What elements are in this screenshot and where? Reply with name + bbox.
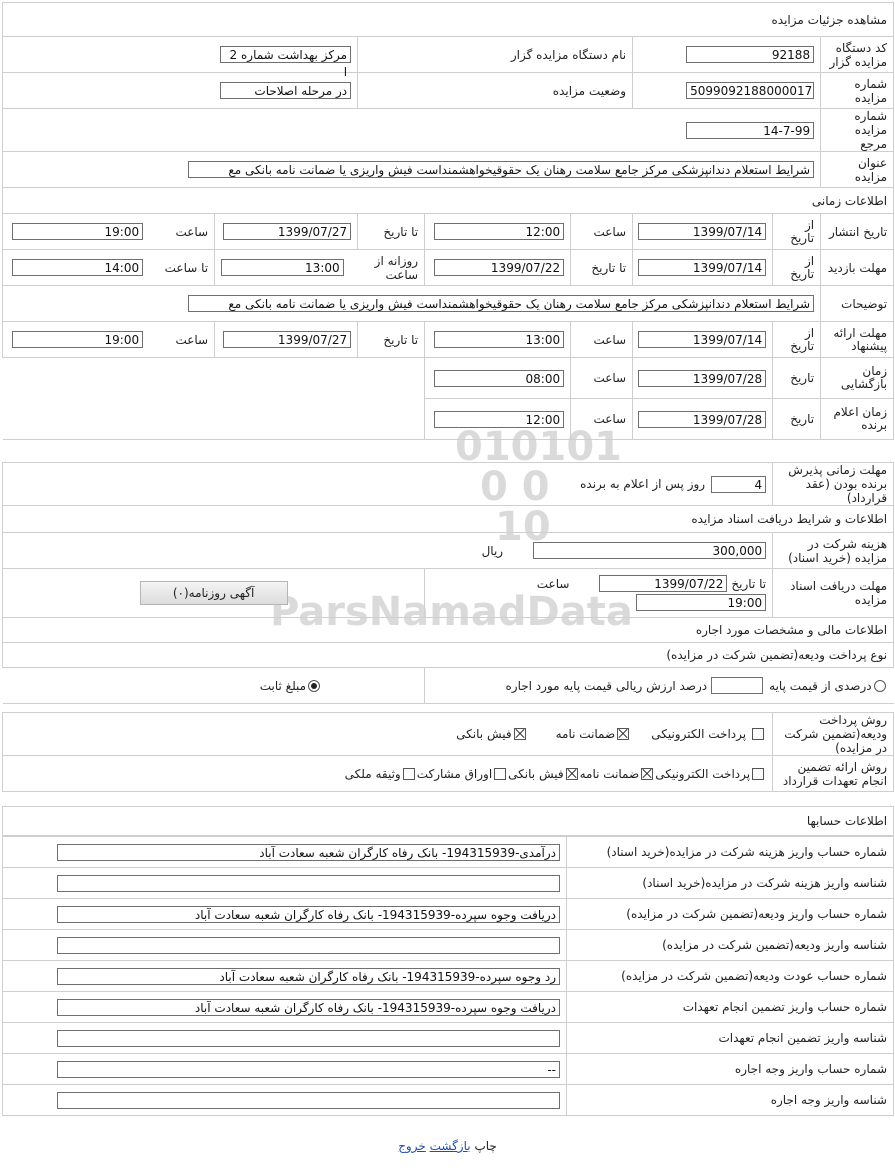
accounts-section-title: اطلاعات حسابها xyxy=(3,807,894,836)
account-row xyxy=(3,837,894,868)
visit-to-hour-label: تا ساعت xyxy=(164,260,209,275)
percent-radio-label: درصدی از قیمت پایه xyxy=(769,678,872,693)
account-row xyxy=(3,992,894,1023)
percent-suffix: درصد ارزش ریالی قیمت پایه مورد اجاره xyxy=(505,678,708,693)
fixed-amount-radio[interactable] xyxy=(308,680,320,692)
status-field: در مرحله اصلاحات xyxy=(220,82,351,99)
deposit-electronic-checkbox[interactable] xyxy=(752,728,764,740)
account-row-label: شماره حساب واریز ودیعه(تضمین شرکت در مزایده) xyxy=(567,899,894,930)
publish-from-time: 12:00 xyxy=(434,223,564,240)
visit-daily-from-time: 13:00 xyxy=(221,259,344,276)
account-row-value: دریافت وجوه سپرده-194315939- بانک رفاه کارگران شعبه سعادت آباد xyxy=(57,999,560,1016)
offer-from-date: 1399/07/14 xyxy=(638,331,766,348)
exit-link[interactable]: خروج xyxy=(398,1139,426,1153)
winner-hour-label: ساعت xyxy=(571,399,633,440)
ref-number-field: 14-7-99 xyxy=(686,122,814,139)
accounts-table xyxy=(2,836,894,1116)
account-row-label: شماره حساب عودت ودیعه(تضمین شرکت در مزایده) xyxy=(567,961,894,992)
svg-text:10: 10 xyxy=(495,504,551,550)
print-link[interactable]: چاپ xyxy=(474,1139,497,1153)
fee-currency: ریال xyxy=(481,543,504,558)
fixed-amount-label: مبلغ ثابت xyxy=(259,678,307,693)
device-name-label: نام دستگاه مزایده گزار xyxy=(358,37,633,73)
winner-label: زمان اعلام برنده xyxy=(821,399,894,440)
opening-label: زمان بازگشایی xyxy=(821,358,894,399)
device-name-field: مرکز بهداشت شماره 2 ا xyxy=(220,46,351,63)
account-row-label: شماره حساب واریز تضمین انجام تعهدات xyxy=(567,992,894,1023)
contract-guarantee-text: ضمانت نامه xyxy=(579,766,640,781)
account-row-value: درآمدی-194315939- بانک رفاه کارگران شعبه سعادت آباد xyxy=(57,844,560,861)
contract-electronic-label: پرداخت الکترونیکی xyxy=(655,766,751,781)
contract-receipt-label: فیش بانکی xyxy=(508,766,564,781)
visit-to-date: 1399/07/22 xyxy=(434,259,564,276)
account-row xyxy=(3,899,894,930)
auction-details-table xyxy=(2,2,894,836)
account-row xyxy=(3,1054,894,1085)
docs-date-field: 1399/07/22 xyxy=(599,575,727,592)
opening-date-label: تاریخ xyxy=(773,358,821,399)
opening-date: 1399/07/28 xyxy=(638,370,766,387)
offer-from-hour-label: ساعت xyxy=(571,322,633,358)
offer-to-date-label: تا تاریخ xyxy=(358,322,425,358)
accept-days-suffix: روز پس از اعلام به برنده xyxy=(580,477,706,491)
percent-field[interactable] xyxy=(711,677,763,694)
account-row-label: شناسه واریز هزینه شرکت در مزایده(خرید اسناد) xyxy=(567,868,894,899)
offer-to-date: 1399/07/27 xyxy=(223,331,351,348)
finance-section-title: اطلاعات مالی و مشخصات مورد اجاره xyxy=(3,618,894,643)
publish-to-hour-label: ساعت xyxy=(175,224,209,239)
newspaper-ad-button[interactable]: آگهی روزنامه(۰) xyxy=(140,581,288,605)
contract-property-label: وثیقه ملکی xyxy=(344,766,401,781)
contract-receipt-checkbox[interactable] xyxy=(566,768,578,780)
account-row-value: رد وجوه سپرده-194315939- بانک رفاه کارگران شعبه سعادت آباد xyxy=(57,968,560,985)
auction-number-label: شماره مزایده xyxy=(821,73,894,109)
contract-electronic-checkbox[interactable] xyxy=(752,768,764,780)
account-row-label: شماره حساب واریز وجه اجاره xyxy=(567,1054,894,1085)
contract-participation-checkbox[interactable] xyxy=(494,768,506,780)
footer-links xyxy=(0,1139,895,1153)
docs-deadline-label: مهلت دریافت اسناد مزایده xyxy=(773,569,894,618)
status-label: وضعیت مزایده xyxy=(358,73,633,109)
visit-to-date-label: تا تاریخ xyxy=(571,250,633,286)
deposit-receipt-label: فیش بانکی xyxy=(456,727,512,741)
deposit-method-label: روش پرداخت ودیعه(تضمین شرکت در مزایده) xyxy=(773,713,894,756)
contract-property-checkbox[interactable] xyxy=(403,768,415,780)
offer-label: مهلت ارائه پیشنهاد xyxy=(821,322,894,358)
contract-guarantee-label: روش ارائه تضمین انجام تعهدات قرارداد xyxy=(773,756,894,792)
winner-time: 12:00 xyxy=(434,411,564,428)
account-row-label: شناسه واریز تضمین انجام تعهدات xyxy=(567,1023,894,1054)
docs-to-date-label: تا تاریخ xyxy=(731,576,767,591)
time-section-title: اطلاعات زمانی xyxy=(3,188,894,214)
ref-number-label: شماره مزایده مرجع xyxy=(821,109,894,152)
publish-from-date-label: از تاریخ xyxy=(773,214,821,250)
auction-title-label: عنوان مزایده xyxy=(821,152,894,188)
deposit-receipt-checkbox[interactable] xyxy=(514,728,526,740)
svg-text:ParsNamadData: ParsNamadData xyxy=(270,589,633,635)
account-row-label: شماره حساب واریز هزینه شرکت در مزایده(خرید اسناد) xyxy=(567,837,894,868)
account-row-value xyxy=(57,875,560,892)
publish-from-hour-label: ساعت xyxy=(571,214,633,250)
device-code-label: کد دستگاه مزایده گزار xyxy=(821,37,894,73)
publish-to-date: 1399/07/27 xyxy=(223,223,351,240)
visit-daily-label: روزانه از ساعت xyxy=(374,253,419,282)
account-row xyxy=(3,961,894,992)
visit-to-time: 14:00 xyxy=(12,259,143,276)
account-row-value: دریافت وجوه سپرده-194315939- بانک رفاه کارگران شعبه سعادت آباد xyxy=(57,906,560,923)
account-row xyxy=(3,1023,894,1054)
account-row-value: -- xyxy=(57,1061,560,1078)
account-row-label: شناسه واریز ودیعه(تضمین شرکت در مزایده) xyxy=(567,930,894,961)
auction-number-field: 5099092188000017 xyxy=(686,82,814,99)
accept-days-field: 4 xyxy=(711,476,766,493)
account-row-value xyxy=(57,1092,560,1109)
svg-text:010101: 010101 xyxy=(455,424,622,470)
contract-guarantee-checkbox[interactable] xyxy=(641,768,653,780)
publish-to-time: 19:00 xyxy=(12,223,143,240)
docs-section-title: اطلاعات و شرایط دریافت اسناد مزایده xyxy=(3,506,894,533)
percent-radio[interactable] xyxy=(874,680,886,692)
publish-to-date-label: تا تاریخ xyxy=(358,214,425,250)
offer-to-hour-label: ساعت xyxy=(175,332,209,347)
opening-time: 08:00 xyxy=(434,370,564,387)
auction-title-field: شرایط استعلام دندانپزشکی مرکز جامع سلامت رهنان یک حقوقیخواهشمنداست فیش واریزی یا ضمانت نامه بانکی مع xyxy=(188,161,814,178)
publish-label: تاریخ انتشار xyxy=(821,214,894,250)
description-field: شرایط استعلام دندانپزشکی مرکز جامع سلامت رهنان یک حقوقیخواهشمنداست فیش واریزی یا ضمانت نامه بانکی مع xyxy=(188,295,814,312)
offer-from-date-label: از تاریخ xyxy=(773,322,821,358)
svg-text:0 0: 0 0 xyxy=(480,464,550,510)
accept-deadline-label: مهلت زمانی پذیرش برنده بودن (عقد قرارداد) xyxy=(773,463,894,506)
description-label: توضیحات xyxy=(821,286,894,322)
account-row xyxy=(3,930,894,961)
visit-from-date-label: از تاریخ xyxy=(773,250,821,286)
account-row xyxy=(3,1085,894,1116)
account-row xyxy=(3,868,894,899)
fee-label: هزینه شرکت در مزایده (خرید اسناد) xyxy=(773,533,894,569)
visit-from-date: 1399/07/14 xyxy=(638,259,766,276)
contract-participation-label: اوراق مشارکت xyxy=(416,766,493,781)
deposit-guarantee-label: ضمانت نامه xyxy=(555,727,616,741)
page-title: مشاهده جزئیات مزایده xyxy=(3,3,894,37)
offer-to-time: 19:00 xyxy=(12,331,143,348)
account-row-value xyxy=(57,937,560,954)
docs-hour-label: ساعت xyxy=(536,576,570,591)
offer-from-time: 13:00 xyxy=(434,331,564,348)
publish-from-date: 1399/07/14 xyxy=(638,223,766,240)
winner-date-label: تاریخ xyxy=(773,399,821,440)
deposit-guarantee-checkbox[interactable] xyxy=(617,728,629,740)
deposit-type-label: نوع پرداخت ودیعه(تضمین شرکت در مزایده) xyxy=(3,643,894,668)
fee-field: 300,000 xyxy=(533,542,766,559)
account-row-label: شناسه واریز وجه اجاره xyxy=(567,1085,894,1116)
account-row-value xyxy=(57,1030,560,1047)
visit-label: مهلت بازدید xyxy=(821,250,894,286)
deposit-electronic-label: پرداخت الکترونیکی xyxy=(651,727,747,741)
back-link[interactable]: بازگشت xyxy=(429,1139,471,1153)
winner-date: 1399/07/28 xyxy=(638,411,766,428)
opening-hour-label: ساعت xyxy=(571,358,633,399)
docs-time-field: 19:00 xyxy=(636,594,766,611)
device-code-field: 92188 xyxy=(686,46,814,63)
